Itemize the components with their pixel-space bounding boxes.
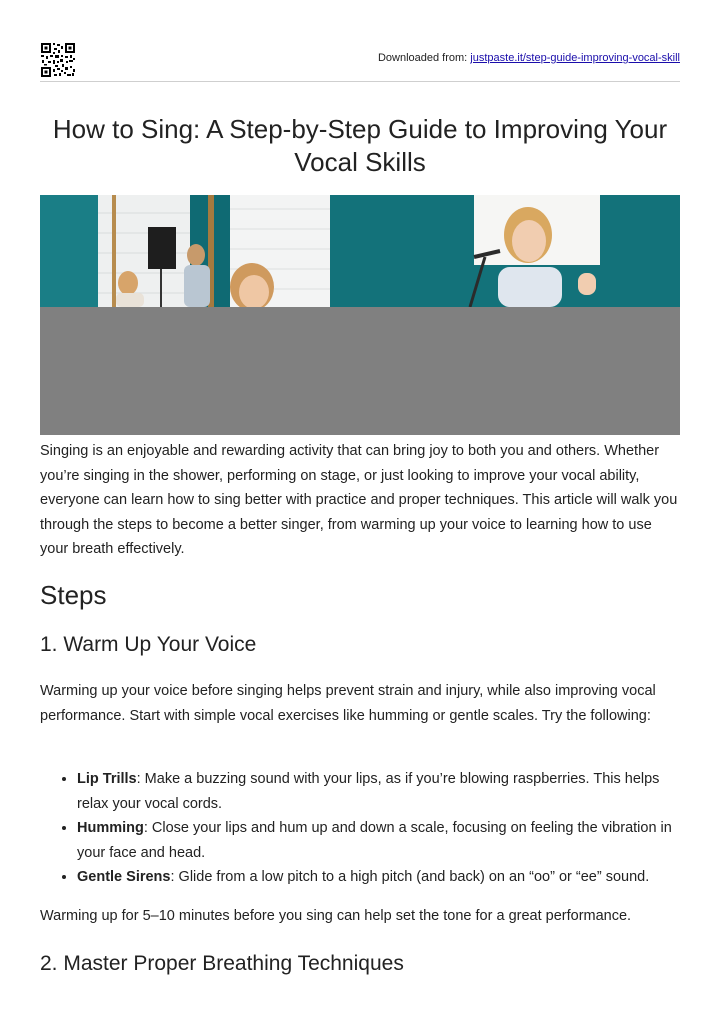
step1-closing: Warming up for 5–10 minutes before you sing can help set the tone for a great performance.: [40, 908, 632, 924]
download-source: [378, 52, 680, 64]
steps-heading: Steps: [40, 580, 107, 610]
list-item: [77, 816, 685, 865]
list-item-text: : Close your lips and hum up and down a scale, focusing on feeling the vibration in your face and head.: [77, 820, 672, 861]
list-item: [77, 865, 685, 890]
hero-image: [40, 195, 680, 435]
list-item-text: : Glide from a low pitch to a high pitch (and back) on an “oo” or “ee” sound.: [170, 869, 650, 885]
image-placeholder: [40, 307, 680, 435]
list-item: [77, 767, 685, 816]
qr-code-icon: [40, 42, 76, 78]
source-link[interactable]: justpaste.it/step-guide-improving-vocal-skill: [470, 52, 680, 64]
step1-heading: 1. Warm Up Your Voice: [40, 633, 257, 656]
list-item-term: Lip Trills: [77, 771, 137, 787]
step1-paragraph: Warming up your voice before singing helps prevent strain and injury, while also improving vocal performance. Start with simple vocal exercises like humming or gentle scales. Try the following:: [40, 683, 656, 724]
article-title: How to Sing: A Step-by-Step Guide to Improving Your Vocal Skills: [52, 114, 668, 177]
warmup-list: [40, 767, 685, 890]
list-item-term: Gentle Sirens: [77, 869, 171, 885]
list-item-term: Humming: [77, 820, 144, 836]
downloaded-label: Downloaded from:: [377, 52, 468, 64]
intro-paragraph: Singing is an enjoyable and rewarding activity that can bring joy to both you and others. Whether you’re singing in the shower, performing on stage, or just looking to improve your vocal ability, everyone can learn how to sing better with practice and proper techniques. This article will walk you through the steps to become a better singer, from warming up your voice to learning how to use your breath effectively.: [40, 443, 678, 557]
page-header: [40, 41, 680, 82]
step2-heading: 2. Master Proper Breathing Techniques: [40, 952, 404, 975]
list-item-text: : Make a buzzing sound with your lips, as if you’re blowing raspberries. This helps relax your vocal cords.: [77, 771, 660, 812]
